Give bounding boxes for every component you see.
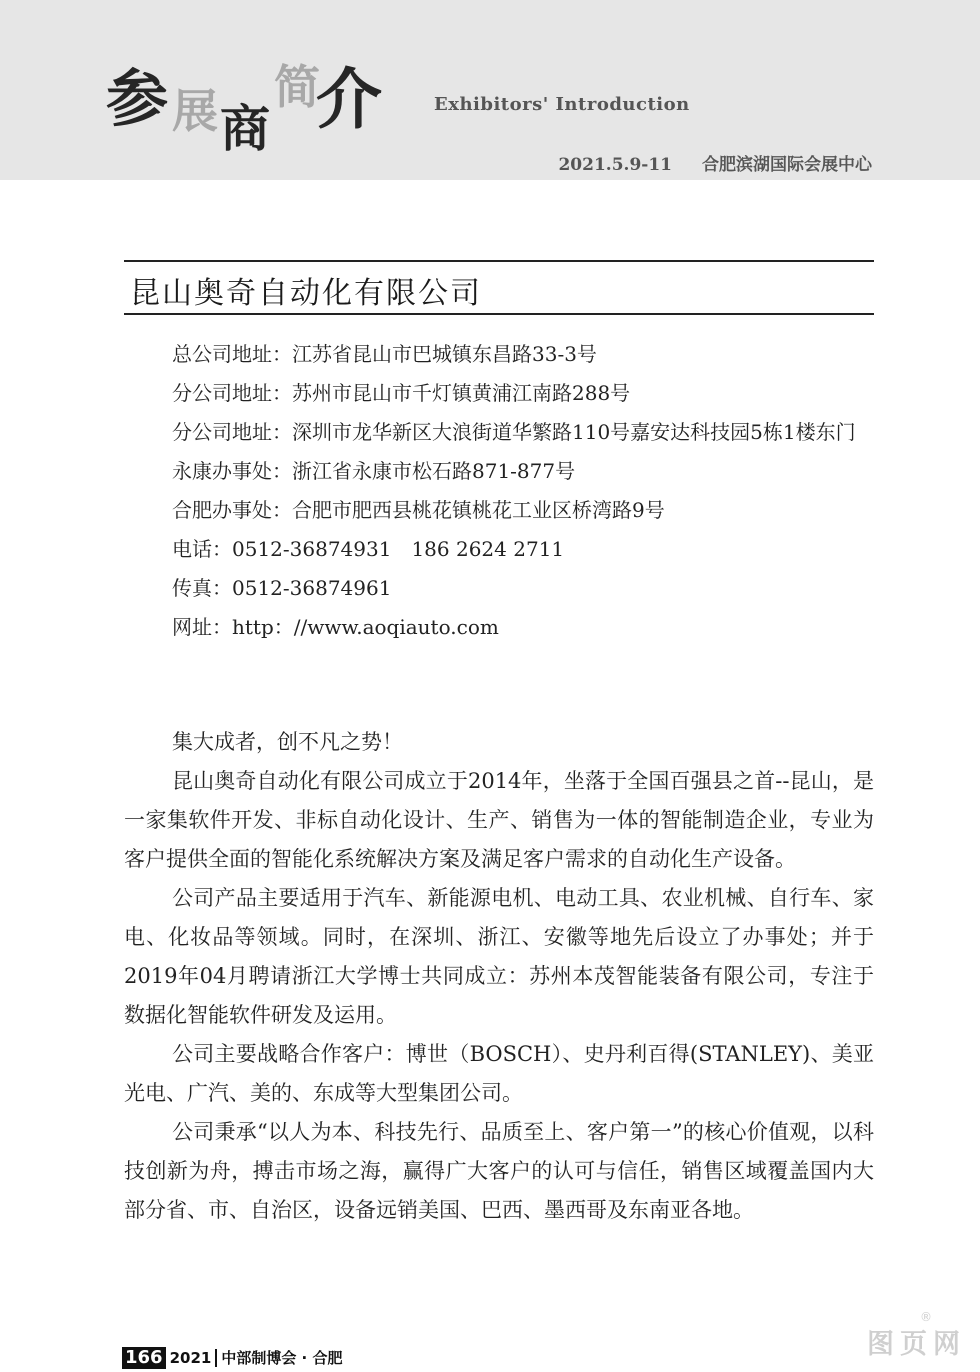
description-paragraph: 公司产品主要适用于汽车、新能源电机、电动工具、农业机械、自行车、家电、化妆品等领域。同时，在深圳、浙江、安徽等地先后设立了办事处；并于2019年04月聘请浙江大学博士共同成立：苏州本茂智能装备有限公司，专注于数据化智能软件研发及运用。 — [124, 886, 874, 1027]
contact-line: 分公司地址：深圳市龙华新区大浪街道华繁路110号嘉安达科技园5栋1楼东门 — [172, 420, 856, 444]
footer-event-name: 中部制博会 · 合肥 — [221, 1349, 343, 1367]
title-char-5: 介 — [316, 60, 382, 138]
contact-info — [124, 335, 874, 647]
page-footer — [122, 1347, 342, 1369]
section-title-cn — [106, 60, 406, 160]
title-char-3: 商 — [220, 99, 270, 158]
watermark-logo: 图页网 — [867, 1329, 966, 1360]
contact-line: 分公司地址：苏州市昆山市千灯镇黄浦江南路288号 — [172, 381, 631, 405]
title-char-4: 简 — [274, 60, 320, 114]
title-char-1: 参 — [106, 62, 169, 135]
footer-year: 2021 — [169, 1349, 212, 1367]
company-rule-top — [124, 260, 874, 262]
company-description — [124, 723, 874, 1230]
contact-line: 永康办事处：浙江省永康市松石路871-877号 — [172, 459, 576, 483]
page-number: 166 — [122, 1347, 166, 1369]
company-rule-bottom — [124, 313, 874, 315]
event-date-venue — [558, 150, 872, 175]
contact-fax: 传真：0512-36874961 — [172, 576, 392, 600]
company-name: 昆山奥奇自动化有限公司 — [130, 276, 482, 311]
event-date: 2021.5.9-11 — [558, 155, 672, 175]
description-paragraph: 集大成者，创不凡之势！ — [172, 730, 403, 754]
contact-phone: 电话：0512-36874931 186 2624 2711 — [172, 537, 565, 561]
description-paragraph: 公司秉承“以人为本、科技先行、品质至上、客户第一”的核心价值观，以科技创新为舟，搏击市场之海，赢得广大客户的认可与信任，销售区域覆盖国内大部分省、市、自治区，设备远销美国、巴西、墨西哥及东南亚各地。 — [124, 1120, 874, 1222]
description-paragraph: 昆山奥奇自动化有限公司成立于2014年，坐落于全国百强县之首--昆山，是一家集软件开发、非标自动化设计、生产、销售为一体的智能制造企业，专业为客户提供全面的智能化系统解决方案及满足客户需求的自动化生产设备。 — [124, 769, 874, 871]
section-title-en: Exhibitors' Introduction — [434, 94, 690, 115]
contact-line: 合肥办事处：合肥市肥西县桃花镇桃花工业区桥湾路9号 — [172, 498, 665, 522]
contact-website: 网址：http：//www.aoqiauto.com — [172, 615, 499, 639]
event-venue: 合肥滨湖国际会展中心 — [702, 155, 872, 175]
description-paragraph: 公司主要战略合作客户：博世（BOSCH）、史丹利百得(STANLEY)、美亚光电、广汽、美的、东成等大型集团公司。 — [124, 1042, 874, 1105]
footer-divider — [215, 1349, 217, 1367]
contact-line: 总公司地址：江苏省昆山市巴城镇东昌路33-3号 — [172, 342, 597, 366]
watermark-registered-mark: ® — [920, 1310, 932, 1324]
title-char-2: 展 — [172, 84, 218, 138]
